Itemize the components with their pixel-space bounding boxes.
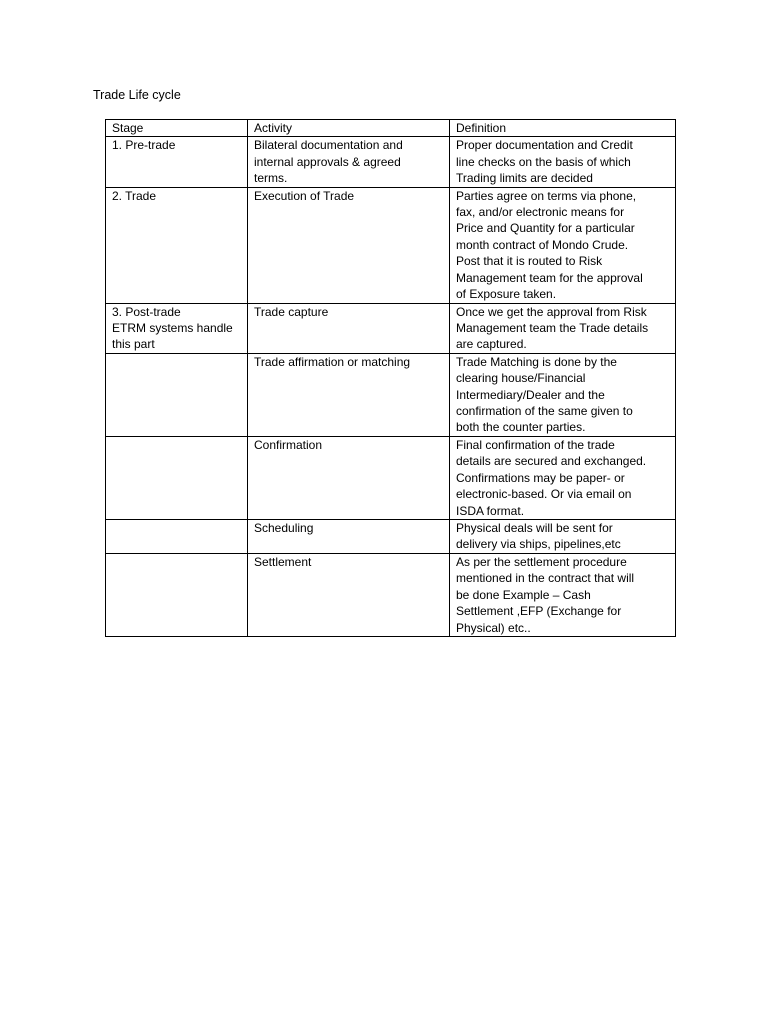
stage-cell: 2. Trade — [106, 187, 248, 303]
definition-cell: Physical deals will be sent for delivery via ships, pipelines,etc — [450, 519, 676, 553]
stage-cell — [106, 353, 248, 436]
activity-cell: Bilateral documentation and internal approvals & agreed terms. — [248, 137, 450, 187]
document-title: Trade Life cycle — [93, 88, 181, 102]
definition-cell: As per the settlement procedure mentioned in the contract that will be done Example – Cash Settlement ,EFP (Exchange for Physical) etc.. — [450, 553, 676, 636]
definition-cell: Final confirmation of the trade details are secured and exchanged. Confirmations may be paper- or electronic-based. Or via email on ISDA format. — [450, 436, 676, 519]
activity-cell: Settlement — [248, 553, 450, 636]
trade-life-cycle-table — [105, 119, 676, 637]
definition-cell: Trade Matching is done by the clearing house/Financial Intermediary/Dealer and the confirmation of the same given to both the counter parties. — [450, 353, 676, 436]
table-row — [106, 187, 676, 303]
table-row — [106, 303, 676, 353]
stage-cell — [106, 519, 248, 553]
table-row — [106, 137, 676, 187]
stage-cell — [106, 436, 248, 519]
table-row — [106, 436, 676, 519]
header-stage: Stage — [106, 120, 248, 137]
header-activity: Activity — [248, 120, 450, 137]
header-definition: Definition — [450, 120, 676, 137]
table-row — [106, 553, 676, 636]
stage-cell: 1. Pre-trade — [106, 137, 248, 187]
table-row — [106, 353, 676, 436]
definition-cell: Parties agree on terms via phone, fax, and/or electronic means for Price and Quantity for a particular month contract of Mondo Crude. Post that it is routed to Risk Management team for the approval of Exposure taken. — [450, 187, 676, 303]
definition-cell: Proper documentation and Credit line checks on the basis of which Trading limits are decided — [450, 137, 676, 187]
activity-cell: Scheduling — [248, 519, 450, 553]
table-header-row — [106, 120, 676, 137]
table-row — [106, 519, 676, 553]
activity-cell: Confirmation — [248, 436, 450, 519]
definition-cell: Once we get the approval from Risk Management team the Trade details are captured. — [450, 303, 676, 353]
stage-cell — [106, 553, 248, 636]
activity-cell: Trade affirmation or matching — [248, 353, 450, 436]
stage-cell: 3. Post-trade ETRM systems handle this part — [106, 303, 248, 353]
activity-cell: Execution of Trade — [248, 187, 450, 303]
activity-cell: Trade capture — [248, 303, 450, 353]
